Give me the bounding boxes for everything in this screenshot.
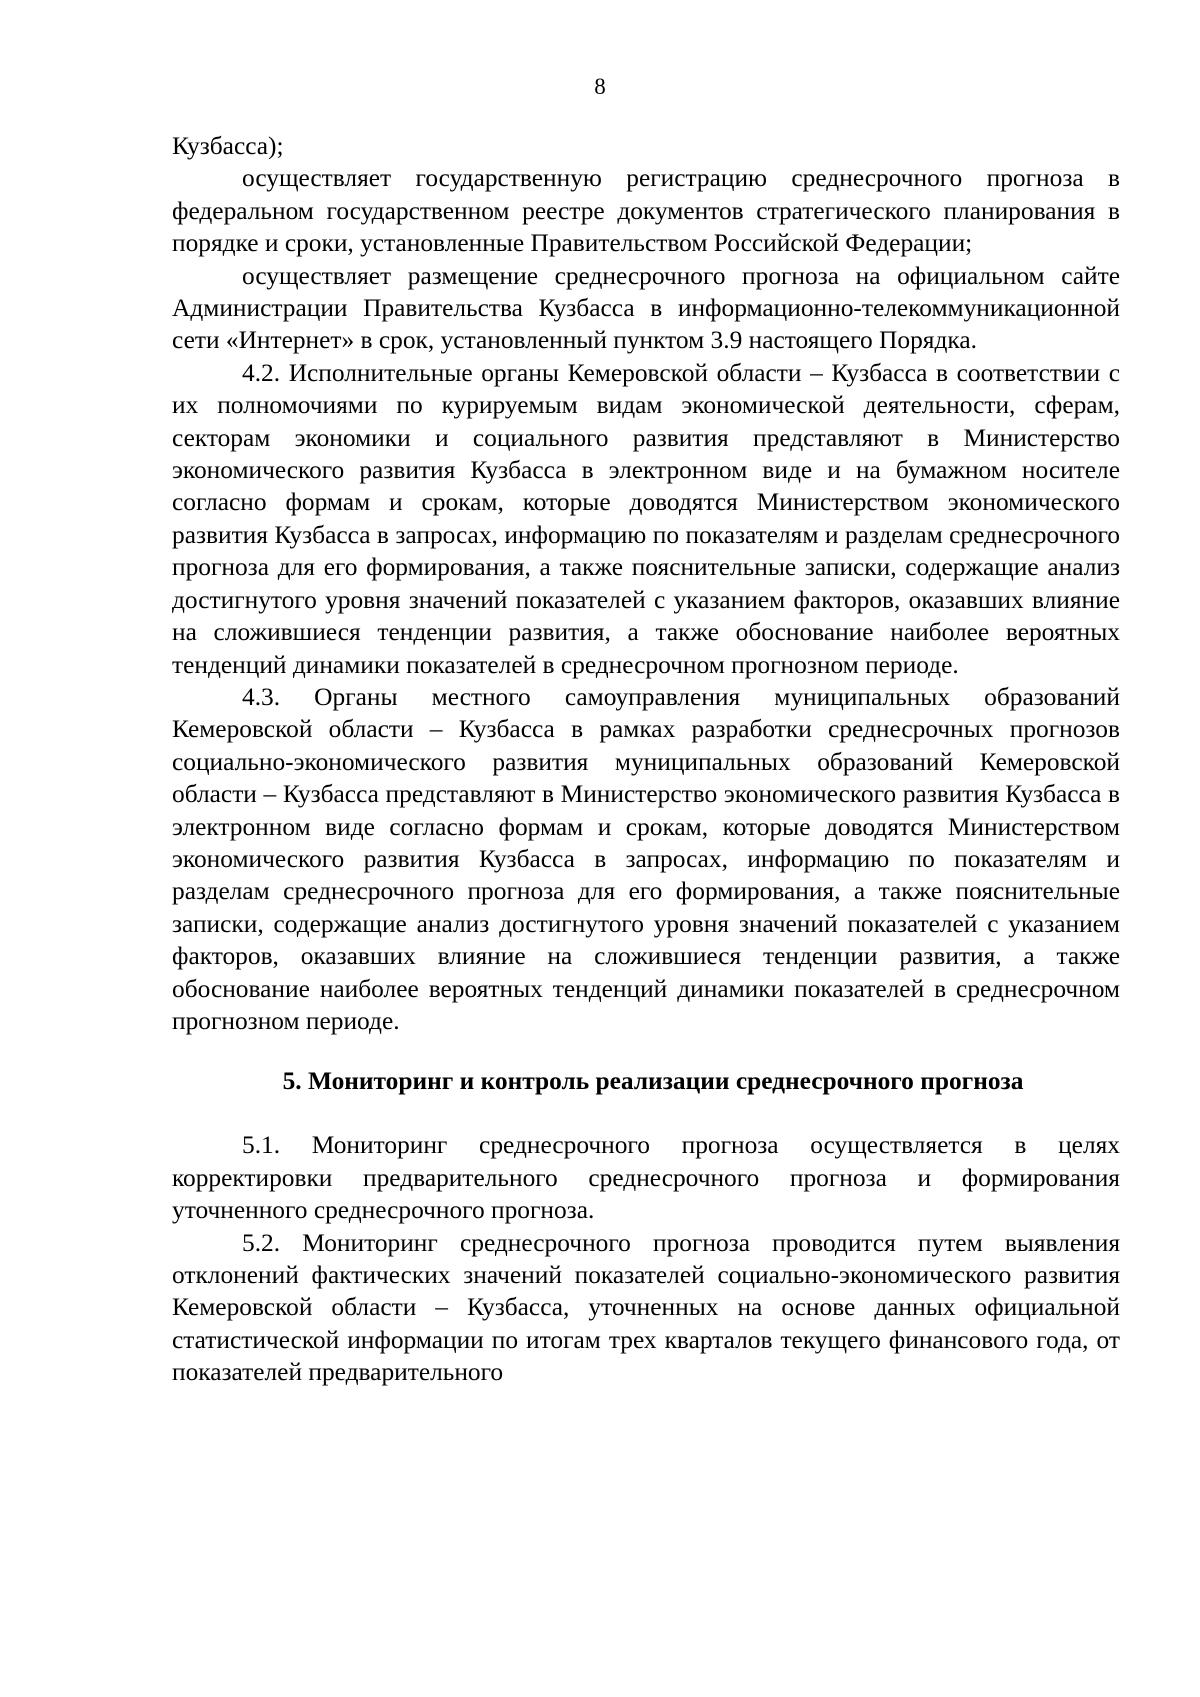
paragraph-website-publication: осуществляет размещение среднесрочного прогноза на официальном сайте Администрации Правительства Кузбасса в информационно-телекоммуникационной сети «Интернет» в срок, установленный пунктом 3.9 настоящего Порядка. (172, 261, 1120, 355)
paragraph-continuation: Кузбасса); (172, 132, 284, 160)
paragraph-4-2: 4.2. Исполнительные органы Кемеровской области – Кузбасса в соответствии с их полномочиями по курируемым видам экономической деятельности, сферам, секторам экономики и социального развития представляют в Министерство экономического развития Кузбасса в электронном виде и на бумажном носителе согласно формам и срокам, которые доводятся Министерством экономического развития Кузбасса в запросах, информацию по показателям и разделам среднесрочного прогноза для его формирования, а также пояснительные записки, содержащие анализ достигнутого уровня значений показателей с указанием факторов, оказавших влияние на сложившиеся тенденции развития, а также обоснование наиболее вероятных тенденций динамики показателей в среднесрочном прогнозном периоде. (172, 358, 1120, 679)
section-5-heading: 5. Мониторинг и контроль реализации среднесрочного прогноза (282, 1067, 1024, 1096)
paragraph-4-3: 4.3. Органы местного самоуправления муниципальных образований Кемеровской области – Кузбасса в рамках разработки среднесрочных прогнозов социально-экономического развития муниципальных образований Кемеровской области – Кузбасса представляют в Министерство экономического развития Кузбасса в электронном виде согласно формам и срокам, которые доводятся Министерством экономического развития Кузбасса в запросах, информацию по показателям и разделам среднесрочного прогноза для его формирования, а также пояснительные записки, содержащие анализ достигнутого уровня значений показателей с указанием факторов, оказавших влияние на сложившиеся тенденции развития, а также обоснование наиболее вероятных тенденций динамики показателей в среднесрочном прогнозном периоде. (172, 682, 1120, 1035)
paragraph-state-registration: осуществляет государственную регистрацию среднесрочного прогноза в федеральном государственном реестре документов стратегического планирования в порядке и сроки, установленные Правительством Российской Федерации; (172, 164, 1120, 258)
paragraph-5-1: 5.1. Мониторинг среднесрочного прогноза осуществляется в целях корректировки предварительного среднесрочного прогноза и формирования уточненного среднесрочного прогноза. (172, 1131, 1120, 1225)
paragraph-5-2: 5.2. Мониторинг среднесрочного прогноза проводится путем выявления отклонений фактических значений показателей социально-экономического развития Кемеровской области – Кузбасса, уточненных на основе данных официальной статистической информации по итогам трех кварталов текущего финансового года, от показателей предварительного (172, 1228, 1120, 1387)
document-body (172, 130, 1120, 1389)
page-number: 8 (594, 74, 606, 99)
